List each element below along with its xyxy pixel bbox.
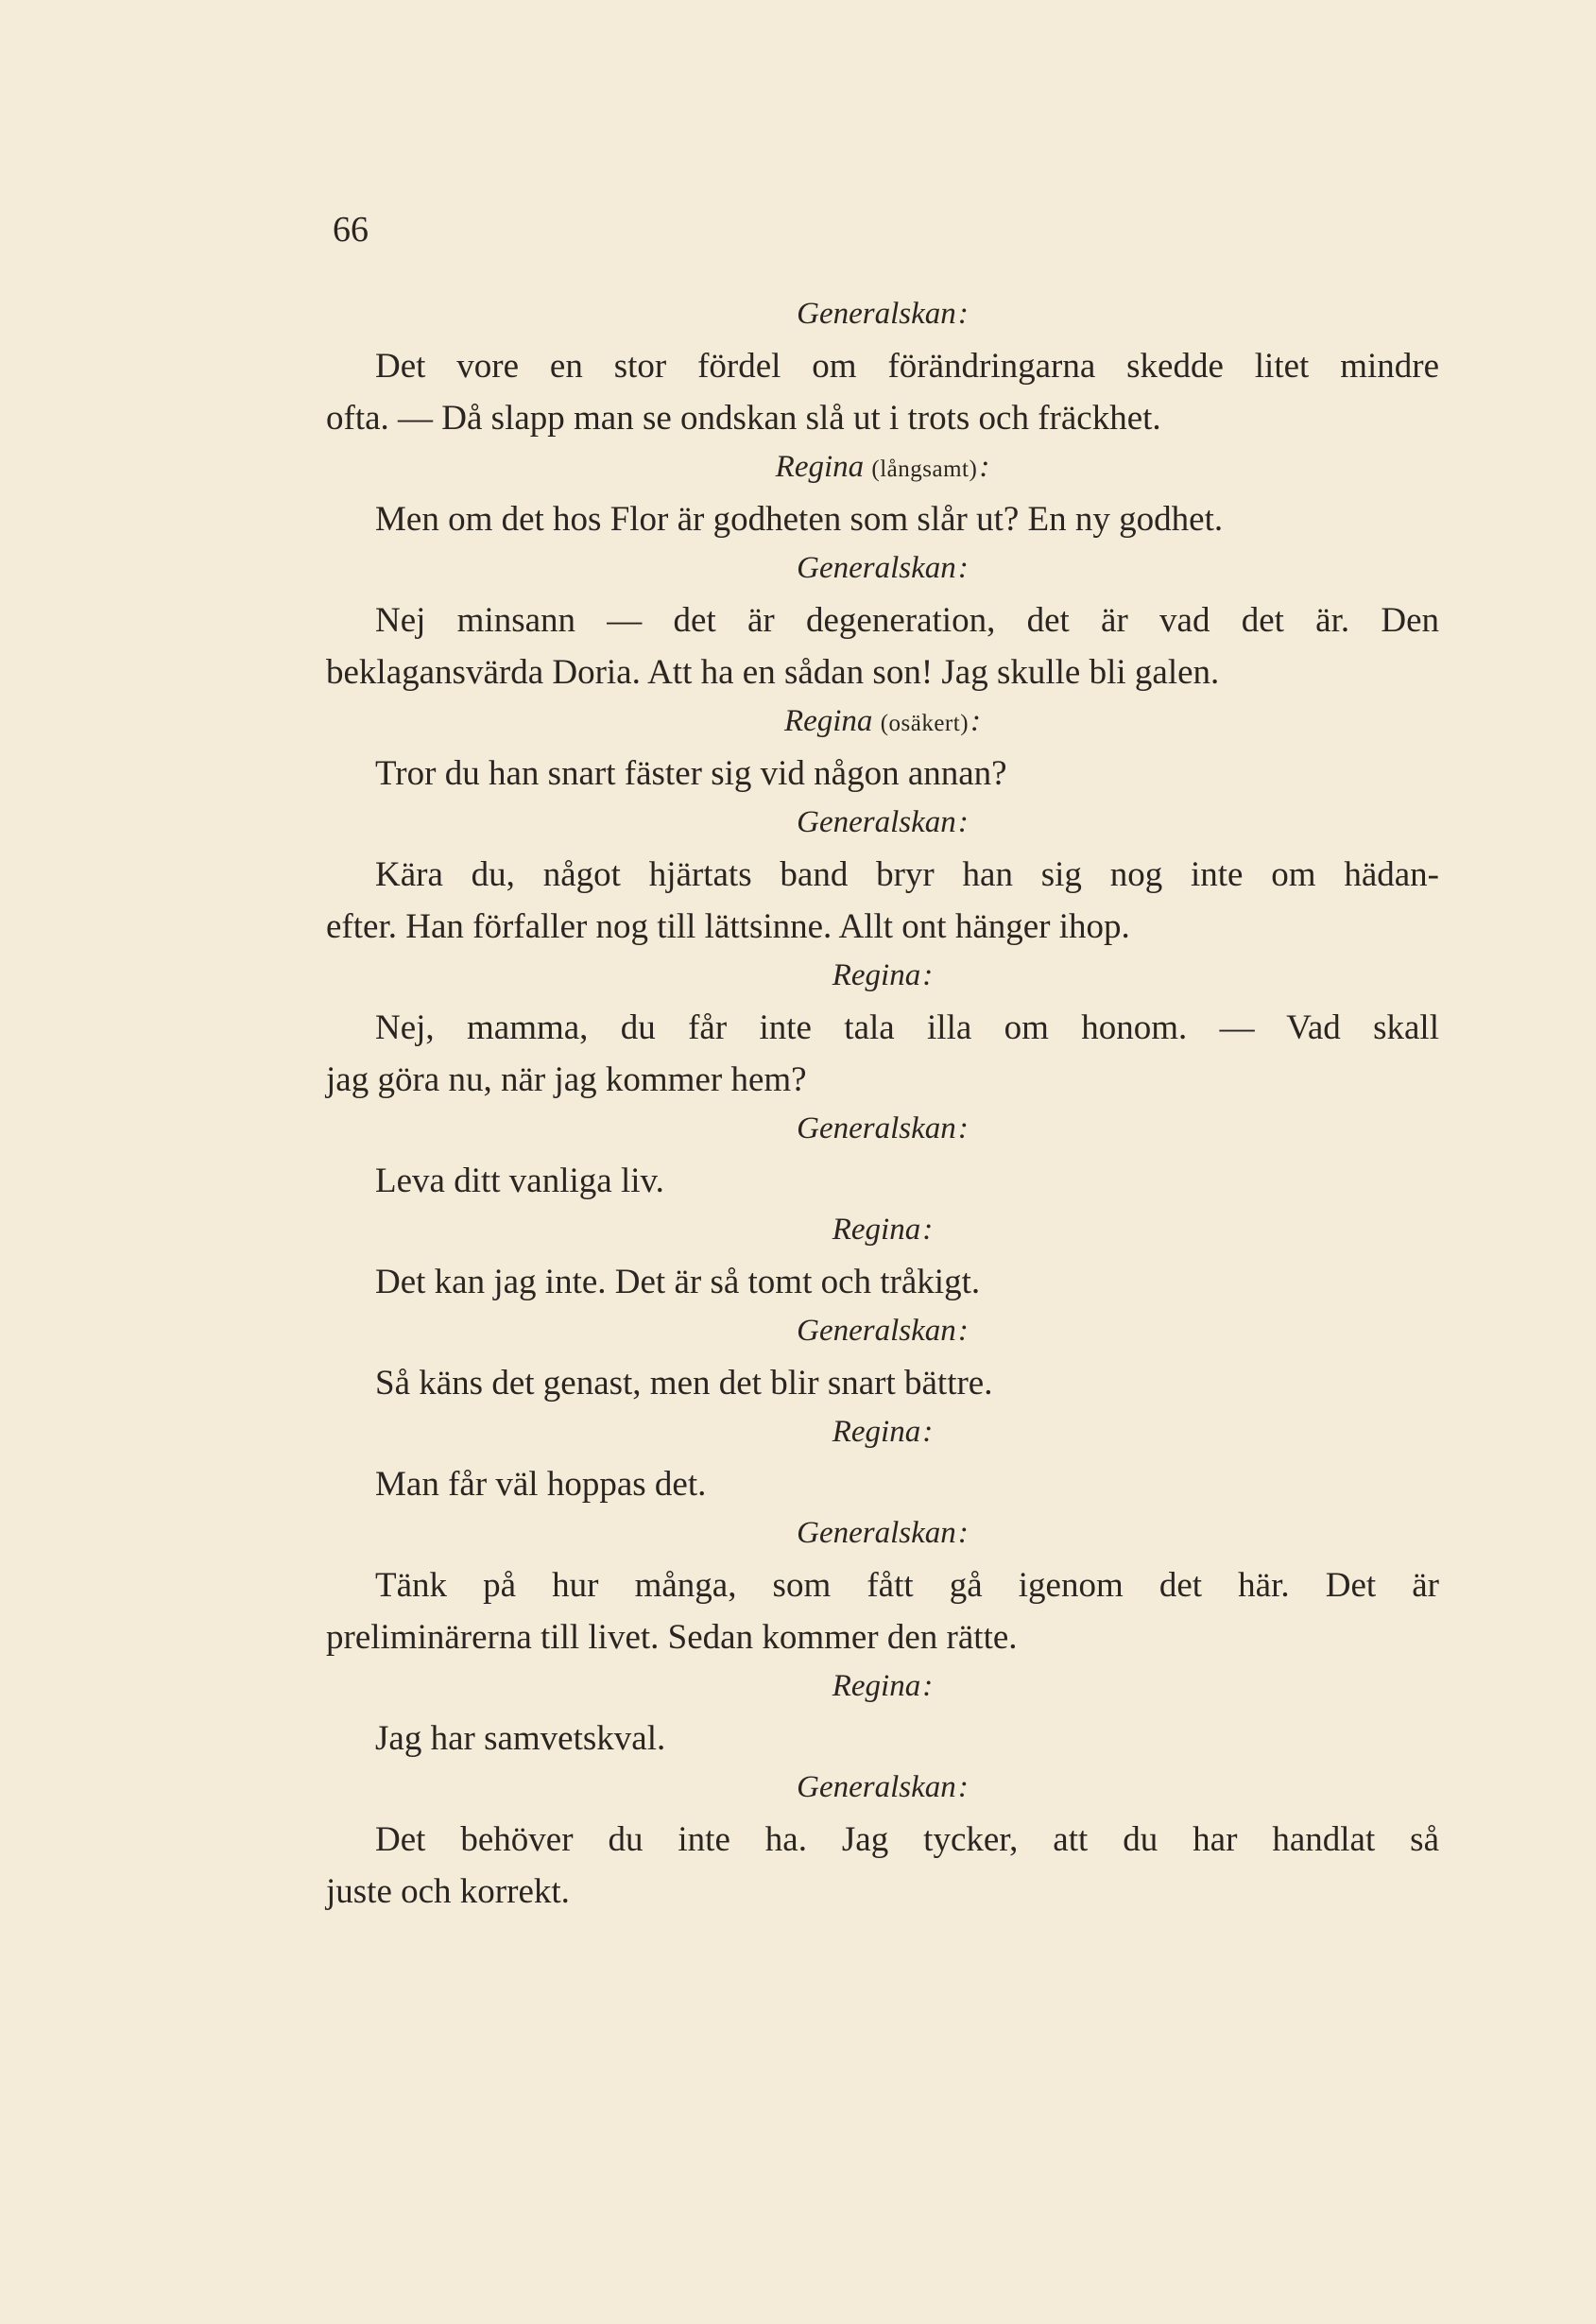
speaker-colon: : (970, 704, 982, 738)
speaker-name: Generalskan (797, 1770, 956, 1804)
speaker-colon: : (957, 1516, 969, 1550)
speaker-heading (326, 1310, 1439, 1357)
speech-block (326, 1411, 1439, 1510)
text-line: Det vore en stor fördel om förändringarna skedde litet mindre (375, 347, 1439, 386)
speech-block (326, 700, 1439, 800)
speaker-heading (326, 700, 1439, 748)
text-line: juste och korrekt. (326, 1872, 570, 1911)
speech-block (326, 446, 1439, 545)
stage-direction: (osäkert) (880, 711, 970, 736)
speech-block (326, 1209, 1439, 1308)
text-line: Nej minsann — det är degeneration, det är vad det är. Den (375, 601, 1439, 640)
text-line: preliminärerna till livet. Sedan kommer den rätte. (326, 1618, 1018, 1657)
speaker-heading (326, 955, 1439, 1002)
speaker-name: Regina (775, 450, 865, 484)
speech-block (326, 1512, 1439, 1663)
speech-block (326, 955, 1439, 1106)
dialogue-text (326, 293, 1439, 1919)
speaker-heading (326, 1766, 1439, 1814)
speaker-name: Regina (832, 958, 921, 992)
speaker-colon: : (957, 1111, 969, 1145)
speaker-heading (326, 293, 1439, 340)
speaker-heading (326, 547, 1439, 594)
speaker-name: Regina (832, 1415, 921, 1449)
page-number: 66 (333, 210, 369, 250)
speech-block (326, 1766, 1439, 1918)
speaker-name: Generalskan (797, 1516, 956, 1550)
speech-block (326, 801, 1439, 953)
speech-block (326, 547, 1439, 698)
text-line: jag göra nu, när jag kommer hem? (326, 1060, 807, 1099)
text-line: Det behöver du inte ha. Jag tycker, att du har handlat så (375, 1820, 1439, 1859)
speaker-heading (326, 1411, 1439, 1458)
stage-direction: (långsamt) (871, 456, 978, 482)
speaker-name: Regina (783, 704, 873, 738)
speaker-heading (326, 1209, 1439, 1256)
speaker-name: Regina (832, 1213, 921, 1247)
speaker-heading (326, 446, 1439, 493)
speaker-name: Generalskan (797, 1314, 956, 1348)
text-line: Så käns det genast, men det blir snart bättre. (375, 1364, 993, 1403)
text-line: efter. Han förfaller nog till lättsinne. Allt ont hänger ihop. (326, 907, 1130, 946)
text-line: Leva ditt vanliga liv. (375, 1162, 664, 1200)
speaker-heading (326, 1665, 1439, 1713)
speaker-colon: : (957, 551, 969, 585)
speaker-colon: : (979, 450, 990, 484)
speech-block (326, 293, 1439, 444)
speaker-colon: : (957, 805, 969, 839)
speaker-colon: : (922, 1213, 934, 1247)
speaker-heading (326, 1512, 1439, 1559)
speaker-heading (326, 1108, 1439, 1155)
speaker-colon: : (957, 297, 969, 331)
text-line: Tänk på hur många, som fått gå igenom det här. Det är (375, 1566, 1439, 1605)
speech-block (326, 1665, 1439, 1765)
text-line: Det kan jag inte. Det är så tomt och tråkigt. (375, 1263, 981, 1301)
speaker-colon: : (922, 1669, 934, 1703)
speaker-colon: : (922, 1415, 934, 1449)
speech-block (326, 1310, 1439, 1409)
speaker-name: Generalskan (797, 551, 956, 585)
text-line: Man får väl hoppas det. (375, 1465, 707, 1504)
speaker-name: Generalskan (797, 805, 956, 839)
speaker-colon: : (957, 1770, 969, 1804)
text-line: beklagansvärda Doria. Att ha en sådan son! Jag skulle bli galen. (326, 653, 1220, 692)
speaker-colon: : (922, 958, 934, 992)
speaker-name: Generalskan (797, 1111, 956, 1145)
text-line: ofta. — Då slapp man se ondskan slå ut i trots och fräckhet. (326, 399, 1161, 438)
text-line: Jag har samvetskval. (375, 1719, 666, 1758)
speaker-name: Regina (832, 1669, 921, 1703)
speech-block (326, 1108, 1439, 1207)
text-line: Men om det hos Flor är godheten som slår ut? En ny godhet. (375, 500, 1224, 539)
text-line: Kära du, något hjärtats band bryr han sig nog inte om hädan- (375, 855, 1439, 894)
text-line: Nej, mamma, du får inte tala illa om honom. — Vad skall (375, 1008, 1439, 1047)
speaker-name: Generalskan (797, 297, 956, 331)
speaker-colon: : (957, 1314, 969, 1348)
text-line: Tror du han snart fäster sig vid någon annan? (375, 754, 1007, 793)
speaker-heading (326, 801, 1439, 849)
